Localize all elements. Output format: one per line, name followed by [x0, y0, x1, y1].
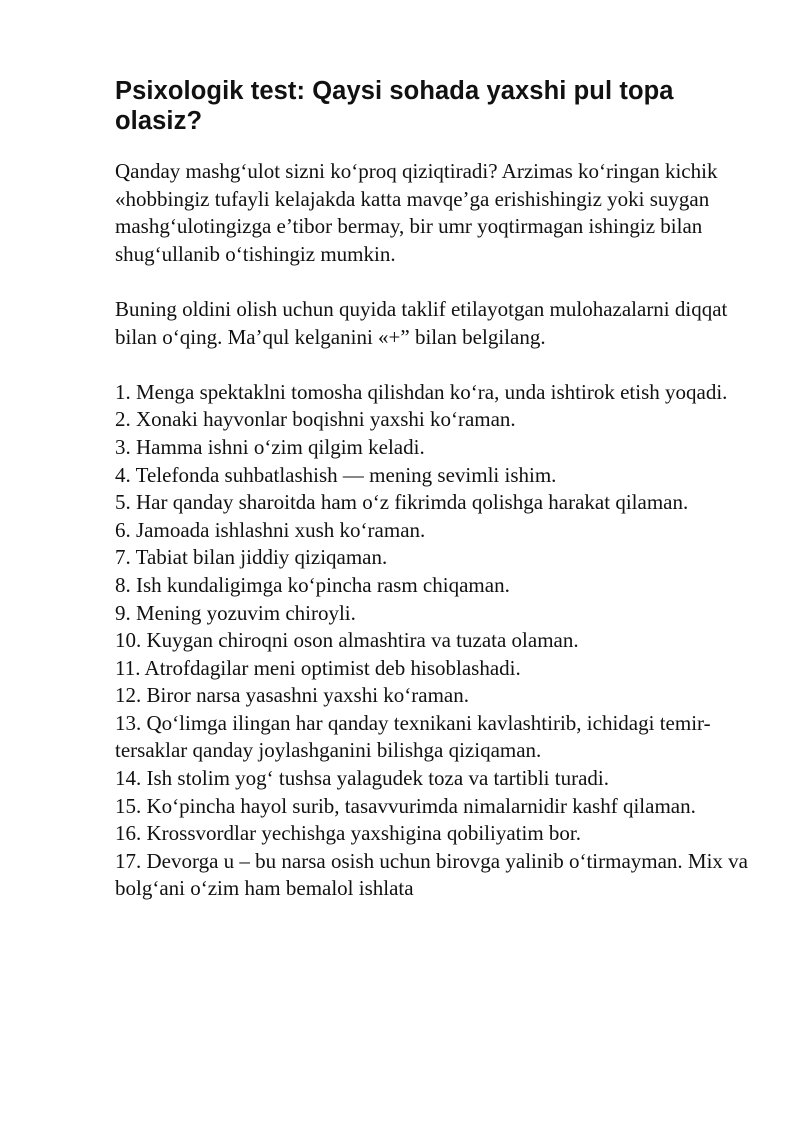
document-page: [115, 76, 755, 903]
list-item: 17. Devorga u – bu narsa osish uchun birovga yalinib o‘tirmayman. Mix va bolg‘ani o‘zim ham bemalol ishlata: [115, 848, 748, 901]
list-item: 14. Ish stolim yog‘ tushsa yalagudek toza va tartibli turadi.: [115, 766, 609, 791]
list-item: 4. Telefonda suhbatlashish — mening sevimli ishim.: [115, 462, 557, 487]
list-item: 15. Ko‘pincha hayol surib, tasavvurimda nimalarnidir kashf qilaman.: [115, 793, 696, 818]
list-item: 8. Ish kundaligimga ko‘pincha rasm chiqaman.: [115, 572, 510, 597]
list-item: 6. Jamoada ishlashni xush ko‘raman.: [115, 517, 426, 542]
instruction-paragraph: Buning oldini olish uchun quyida taklif etilayotgan mulohazalarni diqqat bilan o‘qing. Ma’qul kelganini «+” bilan belgilang.: [115, 296, 728, 349]
page-title: Psixologik test: Qaysi sohada yaxshi pul topa olasiz?: [115, 77, 674, 135]
list-item: 3. Hamma ishni o‘zim qilgim keladi.: [115, 434, 425, 459]
list-item: 11. Atrofdagilar meni optimist deb hisoblashadi.: [115, 655, 521, 680]
list-item: 12. Biror narsa yasashni yaxshi ko‘raman.: [115, 683, 469, 708]
list-item: 2. Xonaki hayvonlar boqishni yaxshi ko‘raman.: [115, 407, 516, 432]
list-item: 9. Mening yozuvim chiroyli.: [115, 600, 356, 625]
list-item: 16. Krossvordlar yechishga yaxshigina qobiliyatim bor.: [115, 821, 582, 846]
list-item: 13. Qo‘limga ilingan har qanday texnikani kavlashtirib, ichidagi temir-tersaklar qanday joylashganini bilishga qiziqaman.: [115, 710, 711, 763]
list-item: 1. Menga spektaklni tomosha qilishdan ko‘ra, unda ishtirok etish yoqadi.: [115, 379, 728, 404]
list-item: 5. Har qanday sharoitda ham o‘z fikrimda qolishga harakat qilaman.: [115, 490, 689, 515]
intro-paragraph: Qanday mashg‘ulot sizni ko‘proq qiziqtiradi? Arzimas ko‘ringan kichik «hobbingiz tufayli kelajakda katta mavqe’ga erishishingiz yoki suygan mashg‘ulotingizga e’tibor bermay, bir umr yoqtirmagan ishingiz bilan shug‘ullanib o‘tishingiz mumkin.: [115, 159, 718, 266]
statement-list: [115, 379, 755, 903]
list-item: 7. Tabiat bilan jiddiy qiziqaman.: [115, 545, 388, 570]
list-item: 10. Kuygan chiroqni oson almashtira va tuzata olaman.: [115, 628, 579, 653]
